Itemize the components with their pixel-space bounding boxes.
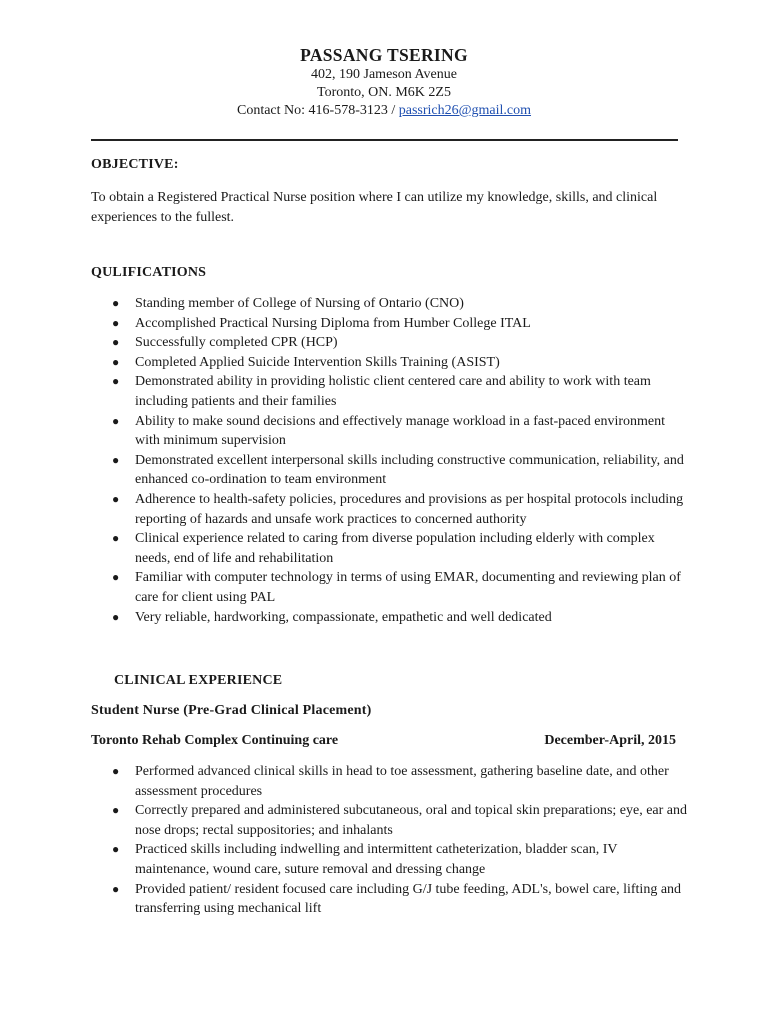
list-item: ● Demonstrated excellent interpersonal skills including constructive communication, reliability, and enhanced co-ordination to team environment [112,452,684,488]
qualifications-heading: QULIFICATIONS [91,265,207,280]
job-employer: Toronto Rehab Complex Continuing care [91,733,339,748]
list-item: ● Performed advanced clinical skills in head to toe assessment, gathering baseline date, and other assessment procedures [112,764,669,799]
bullet-icon: ● [112,413,120,428]
list-item: ● Demonstrated ability in providing holistic client centered care and ability to work with team including patients and their families [112,374,651,409]
bullet-icon: ● [112,531,120,546]
bullet-icon: ● [112,335,120,350]
list-item: ● Provided patient/ resident focused care including G/J tube feeding, ADL's, bowel care, lifting and transferring using mechanical lift [112,881,682,917]
list-item: ● Practiced skills including indwelling and intermittent catheterization, bladder scan, IV maintenance, wound care, suture removal and dressing change [112,842,618,877]
address-line-1: 402, 190 Jameson Avenue [311,67,457,82]
bullet-icon: ● [112,570,120,585]
email-link[interactable]: passrich26@gmail.com [398,103,532,118]
list-item: ● Completed Applied Suicide Intervention Skills Training (ASIST) [91,353,691,373]
list-item: ● Correctly prepared and administered subcutaneous, oral and topical skin preparations; eye, ear and nose drops; rectal suppositories; and inhalants [112,803,688,838]
job-role: Student Nurse (Pre-Grad Clinical Placement) [91,703,372,718]
header-divider [91,139,678,141]
contact-phone: Contact No: 416-578-3123 / [236,103,399,118]
bullet-icon: ● [112,609,120,624]
bullet-icon: ● [112,764,120,778]
bullet-icon: ● [112,452,120,467]
list-item: ● Ability to make sound decisions and effectively manage workload in a fast-paced environment with minimum supervision [112,413,666,449]
bullet-icon: ● [112,881,120,896]
objective-text: To obtain a Registered Practical Nurse position where I can utilize my knowledge, skills, and clinical experiences to the fullest. [91,190,658,225]
job-employer-line [91,733,676,749]
bullet-icon: ● [112,354,120,369]
bullet-icon: ● [112,803,120,818]
bullet-icon: ● [112,296,120,310]
list-item: ● Accomplished Practical Nursing Diploma from Humber College ITAL [91,314,691,334]
address-line-2: Toronto, ON. M6K 2Z5 [317,85,451,100]
list-item: ● Familiar with computer technology in terms of using EMAR, documenting and reviewing plan of care for client using PAL [112,570,681,605]
clinical-experience-heading: CLINICAL EXPERIENCE [114,673,283,688]
contact-line [0,102,768,120]
list-item: ● Standing member of College of Nursing of Ontario (CNO) [91,294,691,314]
bullet-icon: ● [112,374,120,389]
objective-heading: OBJECTIVE: [91,157,179,172]
list-item: ● Very reliable, hardworking, compassionate, empathetic and well dedicated [91,608,691,628]
qualifications-list [91,294,691,627]
job-dates: December-April, 2015 [544,733,676,748]
list-item: ● Adherence to health-safety policies, procedures and provisions as per hospital protocols including reporting of hazards and unsafe work practices to concerned authority [112,491,684,527]
bullet-icon: ● [112,842,120,857]
list-item: ● Successfully completed CPR (HCP) [91,333,691,353]
bullet-icon: ● [112,491,120,506]
resume-header [0,44,768,120]
list-item: ● Clinical experience related to caring from diverse population including elderly with complex needs, end of life and rehabilitation [112,531,655,566]
clinical-duties-list [91,762,691,919]
bullet-icon: ● [112,315,120,330]
candidate-name: PASSANG TSERING [300,45,468,65]
